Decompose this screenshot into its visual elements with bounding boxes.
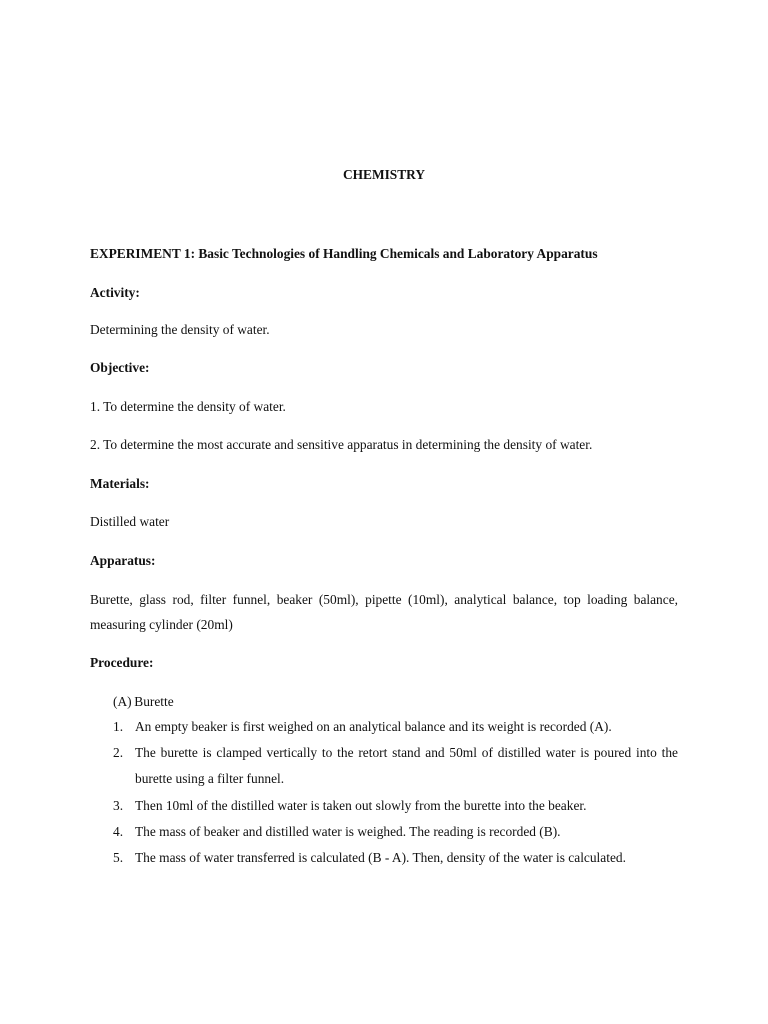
- step-text: An empty beaker is first weighed on an analytical balance and its weight is recorded (A).: [135, 719, 612, 734]
- materials-text: Distilled water: [90, 514, 170, 529]
- materials-heading: Materials:: [90, 476, 150, 491]
- page-title: CHEMISTRY: [342, 167, 426, 182]
- objective-heading: Objective:: [90, 360, 150, 375]
- procedure-step: [113, 740, 678, 791]
- step-text: The mass of water transferred is calculated (B - A). Then, density of the water is calculated.: [135, 850, 626, 865]
- procedure-section-label: (A) Burette: [113, 694, 174, 709]
- step-number: 2.: [113, 745, 124, 760]
- objective-item-1: 1. To determine the density of water.: [90, 399, 286, 414]
- procedure-heading: Procedure:: [90, 655, 154, 670]
- procedure-step: [113, 845, 678, 871]
- apparatus-heading: Apparatus:: [90, 553, 156, 568]
- step-number: 3.: [113, 798, 124, 813]
- activity-heading: Activity:: [90, 285, 140, 300]
- step-number: 1.: [113, 719, 124, 734]
- objective-item-2: 2. To determine the most accurate and sensitive apparatus in determining the density of water.: [90, 437, 593, 452]
- experiment-heading: EXPERIMENT 1: Basic Technologies of Handling Chemicals and Laboratory Apparatus: [90, 246, 598, 261]
- procedure-step: [113, 793, 678, 819]
- step-number: 5.: [113, 850, 124, 865]
- step-text: The mass of beaker and distilled water is weighed. The reading is recorded (B).: [135, 824, 561, 839]
- activity-text: Determining the density of water.: [90, 322, 270, 337]
- step-text: Then 10ml of the distilled water is taken out slowly from the burette into the beaker.: [135, 798, 587, 813]
- procedure-step: [113, 819, 678, 845]
- apparatus-text: Burette, glass rod, filter funnel, beaker (50ml), pipette (10ml), analytical balance, top loading balance, measuring cylinder (20ml): [90, 592, 678, 632]
- procedure-step: [113, 714, 678, 740]
- step-number: 4.: [113, 824, 124, 839]
- step-text: The burette is clamped vertically to the retort stand and 50ml of distilled water is poured into the burette using a filter funnel.: [135, 745, 678, 786]
